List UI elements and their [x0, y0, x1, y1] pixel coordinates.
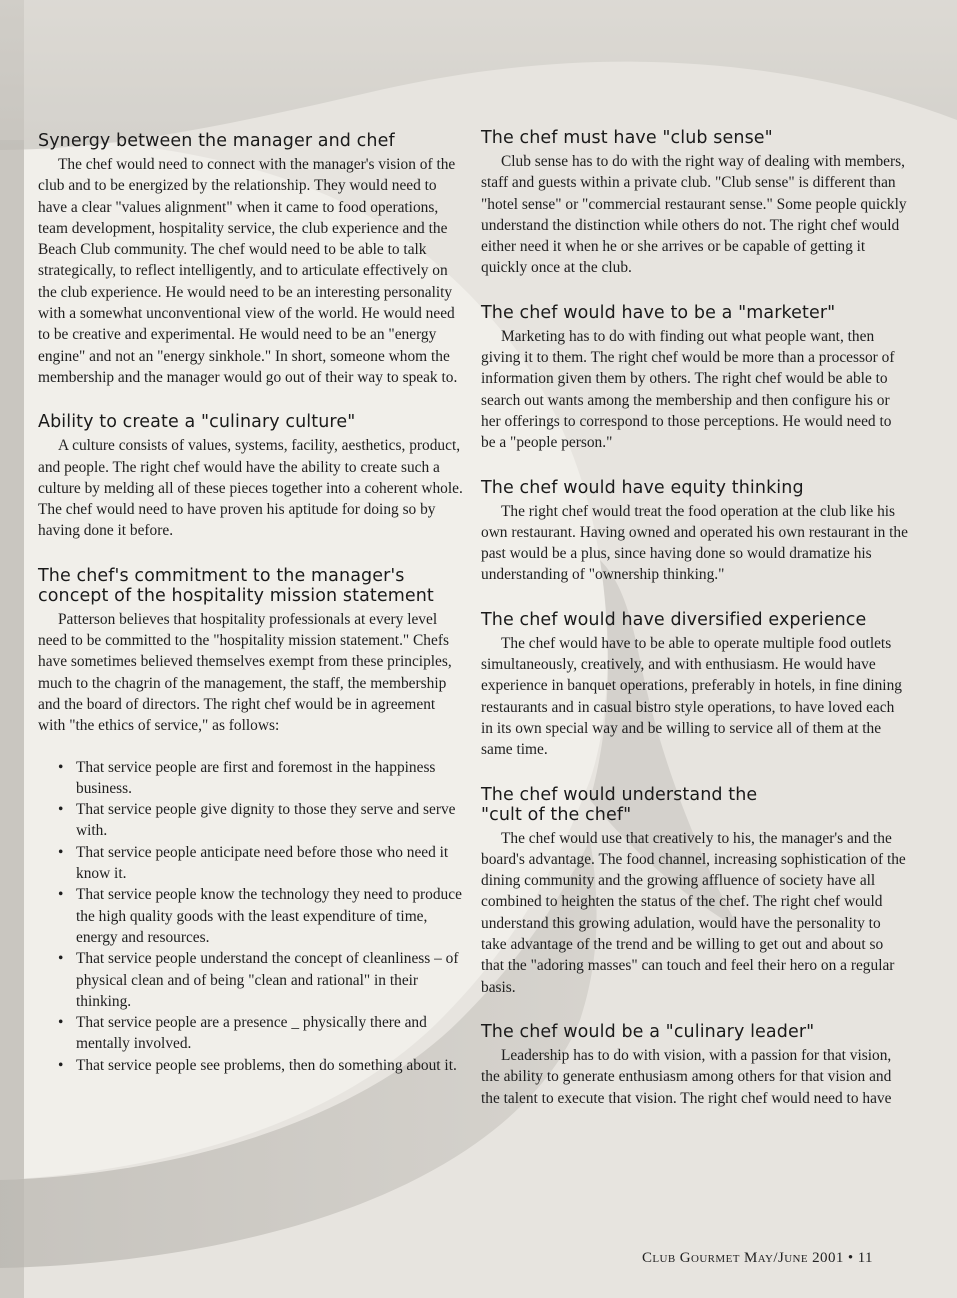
section-diversified-experience — [481, 610, 909, 761]
section-heading: Ability to create a "culinary culture" — [38, 412, 356, 433]
section-body: Marketing has to do with finding out what people want, then giving it to them. The right chef would be more than a processor of information given them by others. The right chef would be able to search out wants among the membership and then configure his or her offerings to correspond to those perceptions. He would need to be a "people person." — [481, 327, 895, 452]
section-equity-thinking — [481, 478, 909, 586]
list-item: • That service people see problems, then do something about it. — [38, 1055, 466, 1076]
list-item: • That service people know the technology they need to produce the high quality goods with the least expenditure of time, energy and resources. — [58, 886, 462, 946]
section-body: Club sense has to do with the right way of dealing with members, staff and guests within a private club. "Club sense" is different than "hotel sense" or "commercial restaurant sense." Some people quickly understand the distinction while others do not. The right chef would either need it when he or she arrives or be capable of getting it quickly once at the club. — [481, 153, 907, 277]
section-heading: Synergy between the manager and chef — [38, 131, 395, 151]
section-heading: The chef would understand the "cult of the chef" — [481, 784, 758, 825]
right-column — [481, 128, 909, 1133]
section-body: The right chef would treat the food operation at the club like his own restaurant. Having owned and operated his own restaurant in the past would be a plus, since having done so would dramatize his understanding of "ownership thinking." — [481, 502, 908, 584]
section-body: The chef would use that creatively to his, the manager's and the board's advantage. The food channel, increasing sophistication of the dining community and the growing affluence of society have all combined to heighten the status of the chef. The right chef would understand this growing adulation, would have the personality to take advantage of the trend and be willing to get out and about so that the "adoring masses" can touch and feel their hero on a regular basis. — [481, 829, 906, 996]
bullet-icon: • — [58, 1014, 64, 1032]
list-item: • That service people anticipate need before those who need it know it. — [58, 843, 449, 883]
ethics-of-service-list — [38, 757, 466, 1076]
section-club-sense — [481, 128, 909, 279]
section-heading: The chef must have "club sense" — [481, 128, 773, 148]
section-culinary-leader — [481, 1022, 909, 1109]
section-body: Leadership has to do with vision, with a passion for that vision, the ability to generate enthusiasm among others for that vision and the talent to execute that vision. The right chef would need to have — [481, 1046, 892, 1107]
section-mission-statement — [38, 566, 466, 1076]
page-footer: Club Gourmet May/June 2001 • 11 — [642, 1250, 873, 1266]
section-body: The chef would need to connect with the manager's vision of the club and to be energized by the relationship. They would need to have a clear "values alignment" when it came to food operations, team development, hospitality service, the club experience and the Beach Club community. The chef would need to be able to talk strategically, to reflect intelligently, and to articulate effectively on the club experience. He would need to be an interesting personality with a somewhat unconventional view of the world. He would need to be creative and experimental. He would need to be an "energy engine" and not an "energy sinkhole." In short, someone whom the membership and the manager would go out of their way to speak to. — [38, 156, 458, 386]
list-item: • That service people are a presence _ physically there and mentally involved. — [58, 1014, 427, 1053]
section-cult-of-chef — [481, 785, 909, 998]
section-heading: The chef's commitment to the manager's concept of the hospitality mission statement — [38, 565, 434, 606]
section-heading: The chef would have to be a "marketer" — [481, 302, 836, 323]
bullet-icon: • — [58, 950, 64, 968]
section-heading: The chef would have equity thinking — [481, 477, 804, 498]
section-body: The chef would have to be able to operate multiple food outlets simultaneously, creatively, and with enthusiasm. He would have experience in banquet operations, preferably in hotels, in fine dining restaurants and in casual bistro style operations, to have loved each in its own special way and be willing to service all of them at the same time. — [481, 634, 902, 759]
section-synergy — [38, 131, 466, 388]
section-marketer — [481, 303, 909, 454]
bullet-icon: • — [58, 843, 64, 861]
section-culinary-culture — [38, 412, 466, 541]
section-body: A culture consists of values, systems, facility, aesthetics, product, and people. The right chef would have the ability to create such a culture by melding all of these pieces together into a coherent whole. The chef would need to have proven his aptitude for doing so by having done it before. — [38, 437, 463, 540]
section-heading: The chef would be a "culinary leader" — [481, 1021, 815, 1042]
bullet-icon: • — [58, 886, 64, 904]
section-heading: The chef would have diversified experience — [481, 609, 867, 630]
list-item: • That service people give dignity to those they serve and serve with. — [58, 801, 456, 840]
bullet-icon: • — [58, 758, 64, 776]
bullet-icon: • — [58, 801, 64, 819]
bullet-icon: • — [58, 1056, 64, 1074]
list-item: • That service people are first and foremost in the happiness business. — [58, 758, 436, 797]
left-column — [38, 131, 466, 1100]
section-body: Patterson believes that hospitality professionals at every level need to be committed to the "hospitality mission statement." Chefs have sometimes believed themselves exempt from these principles, much to the chagrin of the management, the staff, the membership and the board of directors. The right chef would be in agreement with "the ethics of service," as follows: — [38, 610, 452, 735]
list-item: • That service people understand the concept of cleanliness – of physical clean and of being "clean and rational" in their thinking. — [58, 950, 459, 1010]
